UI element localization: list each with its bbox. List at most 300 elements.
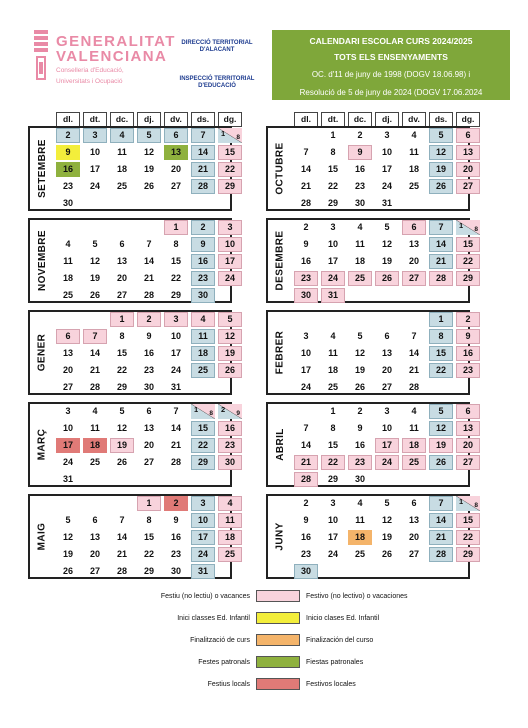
day-cell: 3 [65,406,71,416]
empty-cell [218,288,242,303]
day-cell: 24 [62,457,73,467]
empty-cell [375,312,399,327]
legend-row [140,590,408,602]
day-cell: 26 [218,363,242,378]
day-cell: 27 [62,382,73,392]
day-cell: 8 [119,331,125,341]
day-cell: 16 [300,256,311,266]
empty-cell [83,496,107,511]
empty-cell [456,288,480,303]
day-cell: 31 [170,382,181,392]
day-cell: 7 [429,220,453,235]
month-label [266,126,294,211]
day-cell: 22 [170,273,181,283]
day-cell: 5 [429,404,453,419]
day-cell: 23 [300,549,311,559]
day-cell: 15 [170,256,181,266]
day-cell: 2 [456,312,480,327]
day-cell: 26 [116,457,127,467]
day-cell: 11 [328,348,338,358]
empty-cell [348,312,372,327]
day-cell: 27 [402,271,426,286]
day-cell: 15 [429,346,453,361]
day-cell: 24 [327,549,338,559]
weekday-header: ds. [429,112,453,127]
day-cell: 14 [143,256,154,266]
month-block [28,402,240,487]
day-cell: 16 [300,532,311,542]
day-cell: 28 [116,566,127,576]
day-cell: 16 [354,164,365,174]
day-cell: 15 [191,421,215,436]
day-cell: 14 [170,423,181,433]
empty-cell [137,220,161,235]
day-cell: 17 [381,164,392,174]
day-cell: 5 [218,312,242,327]
day-cell: 22 [429,363,453,378]
day-cell: 16 [170,532,181,542]
legend-label-ca: Inici classes Ed. Infantil [177,614,250,622]
day-cell: 12 [429,145,453,160]
day-cell: 28 [408,382,419,392]
month-days [56,312,242,395]
day-cell: 3 [330,498,336,508]
direccio-territorial: DIRECCIÓ TERRITORIAL D'ALACANT [181,40,253,53]
month-label [266,402,294,487]
day-cell [191,404,215,419]
day-cell: 22 [321,455,345,470]
month-label [266,494,294,579]
day-cell: 26 [89,290,100,300]
weekday-header: dt. [83,112,107,127]
day-cell: 14 [116,532,127,542]
empty-cell [321,312,345,327]
weekday-header: dl. [56,112,80,127]
day-cell: 15 [116,348,127,358]
day-cell: 10 [381,423,392,433]
day-cell: 30 [143,382,154,392]
empty-cell [429,472,453,487]
day-cell: 25 [62,290,73,300]
day-cell: 30 [354,198,365,208]
legend-row [140,656,363,668]
day-cell: 7 [173,406,179,416]
day-cell: 24 [321,271,345,286]
day-cell: 2 [357,406,363,416]
day-cell: 19 [110,438,134,453]
day-cell: 6 [384,331,390,341]
day-cell: 25 [408,181,419,191]
empty-cell [110,472,134,487]
day-cell: 31 [381,198,392,208]
day-cell: 20 [116,273,127,283]
empty-cell [456,564,480,579]
empty-cell [218,196,242,211]
month-block [266,310,473,395]
day-cell: 29 [170,290,181,300]
day-cell: 21 [429,254,453,269]
legend-label-ca: Festius locals [207,680,250,688]
day-cell: 24 [89,181,100,191]
legend-row [140,678,356,690]
day-cell: 30 [218,455,242,470]
day-cell: 27 [89,566,100,576]
gv-dept-line1: Conselleria d'Educació, [56,67,124,74]
day-cell: 7 [146,239,152,249]
legend-label-ca: Festes patronals [198,658,250,666]
day-cell: 29 [456,271,480,286]
day-cell: 15 [456,237,480,252]
empty-cell [456,472,480,487]
month-block [28,310,235,395]
gv-name-line2: VALENCIANA [56,48,168,65]
day-cell: 23 [354,181,365,191]
month-label [266,218,294,303]
day-cell: 12 [143,147,154,157]
day-cell: 25 [327,382,338,392]
day-cell: 11 [355,515,365,525]
day-cell: 14 [89,348,100,358]
day-cell: 14 [300,440,311,450]
day-cell: 10 [62,423,73,433]
day-cell: 1 [137,496,161,511]
day-cell: 24 [375,455,399,470]
day-cell: 5 [384,498,390,508]
legend-swatch [256,634,300,646]
day-cell: 19 [218,346,242,361]
day-cell: 20 [62,365,73,375]
day-cell: 23 [456,363,480,378]
day-cell: 2 [164,496,188,511]
day-cell: 10 [327,239,338,249]
day-cell: 1 [429,312,453,327]
weekday-header: dv. [402,112,426,127]
empty-cell [402,196,426,211]
day-cell: 4 [191,312,215,327]
day-cell: 21 [170,440,181,450]
subtitle-line2: Resolució de 5 de juny de 2024 (DOGV 17.06.2024 [299,88,483,97]
month-name: OCTUBRE [274,142,286,195]
month-block [266,218,478,303]
day-number-second: 8 [209,410,213,417]
month-name: DESEMBRE [274,230,286,291]
empty-cell [348,288,372,303]
day-number-second: 9 [236,410,240,417]
day-cell: 19 [429,438,453,453]
day-cell: 8 [173,239,179,249]
day-cell: 18 [327,365,338,375]
day-cell: 21 [408,365,419,375]
day-cell: 24 [218,271,242,286]
day-cell: 30 [294,564,318,579]
day-cell: 12 [381,515,392,525]
day-cell: 29 [116,382,127,392]
day-cell: 27 [381,382,392,392]
day-cell: 3 [384,130,390,140]
day-cell: 14 [300,164,311,174]
empty-cell [56,496,80,511]
day-cell: 17 [300,365,311,375]
legend-label-es: Inicio clases Ed. Infantil [306,614,380,622]
day-cell: 19 [62,549,73,559]
day-cell: 10 [89,147,100,157]
day-cell: 29 [218,179,242,194]
empty-cell [164,472,188,487]
day-cell: 6 [92,515,98,525]
empty-cell [137,196,161,211]
day-cell: 12 [116,423,127,433]
day-cell: 18 [83,438,107,453]
day-cell: 6 [56,329,80,344]
month-name: FEBRER [274,330,286,375]
day-cell: 13 [62,348,73,358]
weekday-header: dt. [321,112,345,127]
day-cell: 31 [191,564,215,579]
day-cell: 22 [456,530,480,545]
day-cell: 20 [381,365,392,375]
day-cell: 4 [357,498,363,508]
month-label [28,218,56,303]
day-cell: 23 [143,365,154,375]
day-cell: 10 [170,331,181,341]
day-cell: 21 [143,273,154,283]
day-cell: 21 [300,181,311,191]
day-cell: 9 [56,145,80,160]
day-cell: 19 [89,273,100,283]
day-cell: 13 [89,532,100,542]
day-cell: 6 [456,128,480,143]
day-cell: 18 [218,530,242,545]
day-cell: 22 [116,365,127,375]
day-cell: 20 [456,162,480,177]
month-block [28,494,235,579]
day-cell: 6 [411,498,417,508]
day-cell: 13 [408,515,419,525]
weekday-header: dv. [164,112,188,127]
day-number: 1 [459,221,464,230]
day-cell: 22 [191,438,215,453]
day-cell: 3 [330,222,336,232]
day-cell: 5 [65,515,71,525]
day-cell: 14 [429,237,453,252]
day-cell: 19 [354,365,365,375]
month-days [294,312,480,395]
day-cell: 19 [429,162,453,177]
day-cell: 29 [327,474,338,484]
day-cell: 21 [89,365,100,375]
day-cell: 23 [62,181,73,191]
day-number: 1 [459,497,464,506]
month-block [266,494,478,579]
day-cell: 27 [143,457,154,467]
day-cell: 8 [330,423,336,433]
day-cell: 9 [303,515,309,525]
day-cell: 5 [137,128,161,143]
day-cell: 10 [327,515,338,525]
day-cell: 9 [191,237,215,252]
day-cell: 16 [143,348,154,358]
day-cell: 3 [191,496,215,511]
day-cell: 6 [164,128,188,143]
day-cell: 26 [143,181,154,191]
day-cell: 14 [191,145,215,160]
day-cell: 3 [218,220,242,235]
title-box [272,30,510,100]
weekday-header: dj. [137,112,161,127]
day-cell: 17 [327,256,338,266]
month-days [56,128,242,211]
title-line2: TOTS ELS ENSENYAMENTS [334,52,448,62]
day-cell: 13 [408,239,419,249]
day-cell: 29 [143,566,154,576]
day-cell: 20 [170,164,181,174]
day-cell: 17 [375,438,399,453]
day-cell: 7 [303,423,309,433]
empty-cell [218,564,242,579]
month-name: JUNY [274,522,286,551]
day-cell: 23 [218,438,242,453]
empty-cell [429,380,453,395]
day-cell: 2 [357,130,363,140]
day-cell: 21 [116,549,127,559]
day-cell: 21 [294,455,318,470]
day-cell: 21 [429,530,453,545]
day-cell: 3 [164,312,188,327]
day-number: 2 [221,405,226,414]
empty-cell [429,196,453,211]
day-cell: 6 [146,406,152,416]
day-cell: 27 [116,290,127,300]
gv-dept-line2: Universitats i Ocupació [56,78,123,85]
month-label [266,310,294,395]
month-days [56,404,242,487]
empty-cell [164,196,188,211]
day-cell: 17 [191,530,215,545]
empty-cell [456,196,480,211]
day-cell: 22 [456,254,480,269]
month-label [28,126,56,211]
empty-cell [375,564,399,579]
day-cell: 11 [409,423,419,433]
empty-cell [191,196,215,211]
day-cell: 28 [300,198,311,208]
legend-swatch [256,678,300,690]
day-cell: 4 [357,222,363,232]
weekday-header: dc. [110,112,134,127]
day-number-second: 8 [474,502,478,509]
day-cell: 14 [429,513,453,528]
month-name: MARÇ [36,428,48,461]
empty-cell [294,312,318,327]
day-cell: 31 [62,474,73,484]
day-cell: 25 [191,363,215,378]
day-cell: 30 [294,288,318,303]
day-cell: 19 [143,164,154,174]
day-cell: 30 [62,198,73,208]
day-cell: 16 [218,421,242,436]
day-cell: 7 [429,496,453,511]
empty-cell [402,288,426,303]
day-cell: 6 [402,220,426,235]
empty-cell [402,312,426,327]
day-cell: 2 [191,220,215,235]
day-cell: 29 [456,547,480,562]
day-cell: 9 [303,239,309,249]
empty-cell [321,564,345,579]
weekday-header: dl. [294,112,318,127]
day-cell: 22 [327,181,338,191]
day-cell: 12 [218,329,242,344]
day-cell: 20 [408,532,419,542]
day-cell: 20 [89,549,100,559]
day-cell: 2 [56,128,80,143]
day-cell: 25 [89,457,100,467]
month-label [28,494,56,579]
day-cell: 23 [191,271,215,286]
day-cell: 24 [191,547,215,562]
title-line1: CALENDARI ESCOLAR CURS 2024/2025 [309,36,473,46]
day-cell: 13 [143,423,154,433]
day-number: 1 [194,405,199,414]
day-cell: 1 [330,406,336,416]
day-cell: 7 [83,329,107,344]
day-cell: 5 [384,222,390,232]
day-cell: 12 [62,532,73,542]
day-cell: 11 [63,256,73,266]
weekday-header: dg. [218,112,242,127]
empty-cell [83,220,107,235]
month-name: ABRIL [274,428,286,461]
month-name: SETEMBRE [36,139,48,198]
day-cell [456,220,480,235]
empty-cell [294,128,318,143]
empty-cell [218,472,242,487]
day-cell: 26 [375,271,399,286]
day-cell: 17 [56,438,80,453]
day-cell: 25 [218,547,242,562]
day-cell: 11 [191,329,215,344]
day-cell: 28 [143,290,154,300]
empty-cell [110,220,134,235]
day-cell: 3 [83,128,107,143]
gv-emblem-icon [32,28,50,86]
day-cell: 11 [355,239,365,249]
month-days [56,220,242,303]
day-cell: 7 [119,515,125,525]
day-cell: 7 [303,147,309,157]
day-cell: 2 [303,498,309,508]
inspeccio-territorial: INSPECCIÓ TERRITORIAL D'EDUCACIÓ [179,76,255,89]
day-cell: 27 [456,179,480,194]
day-cell: 8 [429,329,453,344]
day-cell: 18 [348,530,372,545]
weekday-header: dg. [456,112,480,127]
day-cell: 18 [408,164,419,174]
empty-cell [110,196,134,211]
day-cell [218,404,242,419]
day-cell: 18 [191,346,215,361]
day-cell: 18 [354,256,365,266]
subtitle-line1: OC. d'11 de juny de 1998 (DOGV 18.06.98) i [311,70,471,79]
day-cell: 2 [303,222,309,232]
day-cell: 16 [354,440,365,450]
empty-cell [375,472,399,487]
day-cell: 25 [116,181,127,191]
day-number-second: 8 [474,226,478,233]
day-cell: 1 [330,130,336,140]
legend-label-ca: Festiu (no lectiu) o vacances [160,592,250,600]
day-cell: 13 [456,145,480,160]
